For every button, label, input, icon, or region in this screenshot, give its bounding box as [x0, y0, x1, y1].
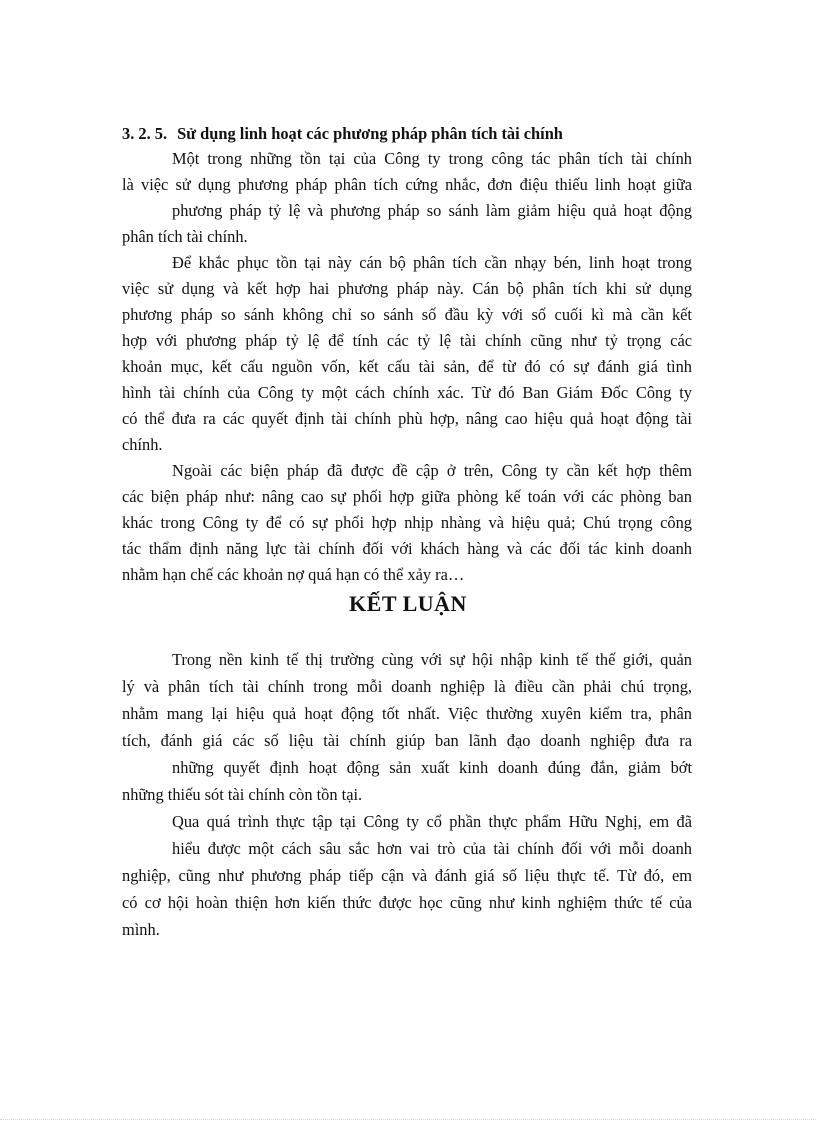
conclusion-line: hiểu được một cách sâu sắc hơn vai trò của tài chính đối với mỗi doanh [172, 839, 692, 858]
paragraph-line: chính. [122, 435, 163, 454]
paragraph-line: là việc sử dụng phương pháp phân tích cứng nhắc, đơn điệu thiếu linh hoạt giữa [122, 175, 692, 194]
conclusion-line: tích, đánh giá các số liệu tài chính giúp ban lãnh đạo doanh nghiệp đưa ra [122, 731, 692, 750]
paragraph-line: Để khắc phục tồn tại này cán bộ phân tích cần nhạy bén, linh hoạt trong [172, 253, 692, 272]
paragraph-line: Ngoài các biện pháp đã được đề cập ở trên, Công ty cần kết hợp thêm [172, 461, 692, 480]
paragraph-line: tác thẩm định năng lực tài chính đối với khách hàng và các đối tác kinh doanh [122, 539, 692, 558]
page-bottom-rule [0, 1119, 816, 1120]
paragraph-line: phân tích tài chính. [122, 227, 248, 246]
conclusion-line: Qua quá trình thực tập tại Công ty cổ phần thực phẩm Hữu Nghị, em đã [172, 812, 692, 831]
paragraph-line: phương pháp so sánh không chỉ so sánh số đầu kỳ với số cuối kì mà cần kết [122, 305, 692, 324]
paragraph-line: hình tài chính của Công ty một cách chính xác. Từ đó Ban Giám Đốc Công ty [122, 383, 692, 402]
conclusion-line: Trong nền kinh tế thị trường cùng với sự hội nhập kinh tế thế giới, quản [172, 650, 692, 669]
conclusion-title: KẾT LUẬN [349, 591, 467, 616]
paragraph-line: phương pháp tỷ lệ và phương pháp so sánh làm giảm hiệu quả hoạt động [172, 201, 692, 220]
conclusion-line: nghiệp, cũng như phương pháp tiếp cận và đánh giá số liệu thực tế. Từ đó, em [122, 866, 692, 885]
paragraph-line: nhằm hạn chế các khoản nợ quá hạn có thể xảy ra… [122, 565, 465, 584]
section-number: 3. 2. 5. [122, 124, 168, 143]
conclusion-line: nhằm mang lại hiệu quả hoạt động tốt nhất. Việc thường xuyên kiểm tra, phân [122, 704, 692, 723]
conclusion-line: những thiếu sót tài chính còn tồn tại. [122, 785, 363, 804]
paragraph-line: Một trong những tồn tại của Công ty trong công tác phân tích tài chính [172, 149, 692, 168]
paragraph-line: việc sử dụng và kết hợp hai phương pháp này. Cán bộ phân tích khi sử dụng [122, 279, 692, 298]
paragraph-line: hợp với phương pháp tỷ lệ để tính các tỷ lệ tài chính cũng như tỷ trọng các [122, 331, 692, 350]
paragraph-line: có thể đưa ra các quyết định tài chính phù hợp, nâng cao hiệu quả hoạt động tài [122, 409, 692, 428]
paragraph-line: các biện pháp như: nâng cao sự phối hợp giữa phòng kế toán với các phòng ban [122, 487, 692, 506]
conclusion-line: có cơ hội hoàn thiện hơn kiến thức được học cũng như kinh nghiệm thức tế của [122, 893, 692, 912]
conclusion-line: lý và phân tích tài chính trong mỗi doanh nghiệp là điều cần phải chú trọng, [122, 677, 692, 696]
section-title: Sử dụng linh hoạt các phương pháp phân tích tài chính [177, 124, 563, 143]
conclusion-line: những quyết định hoạt động sản xuất kinh doanh đúng đắn, giảm bớt [172, 758, 692, 777]
paragraph-line: khoản mục, kết cấu nguồn vốn, kết cấu tài sản, để từ đó có sự đánh giá tình [122, 357, 692, 376]
paragraph-line: khác trong Công ty để có sự phối hợp nhịp nhàng và hiệu quả; Chú trọng công [122, 513, 692, 532]
section-heading [122, 122, 722, 146]
conclusion-line: mình. [122, 920, 160, 939]
